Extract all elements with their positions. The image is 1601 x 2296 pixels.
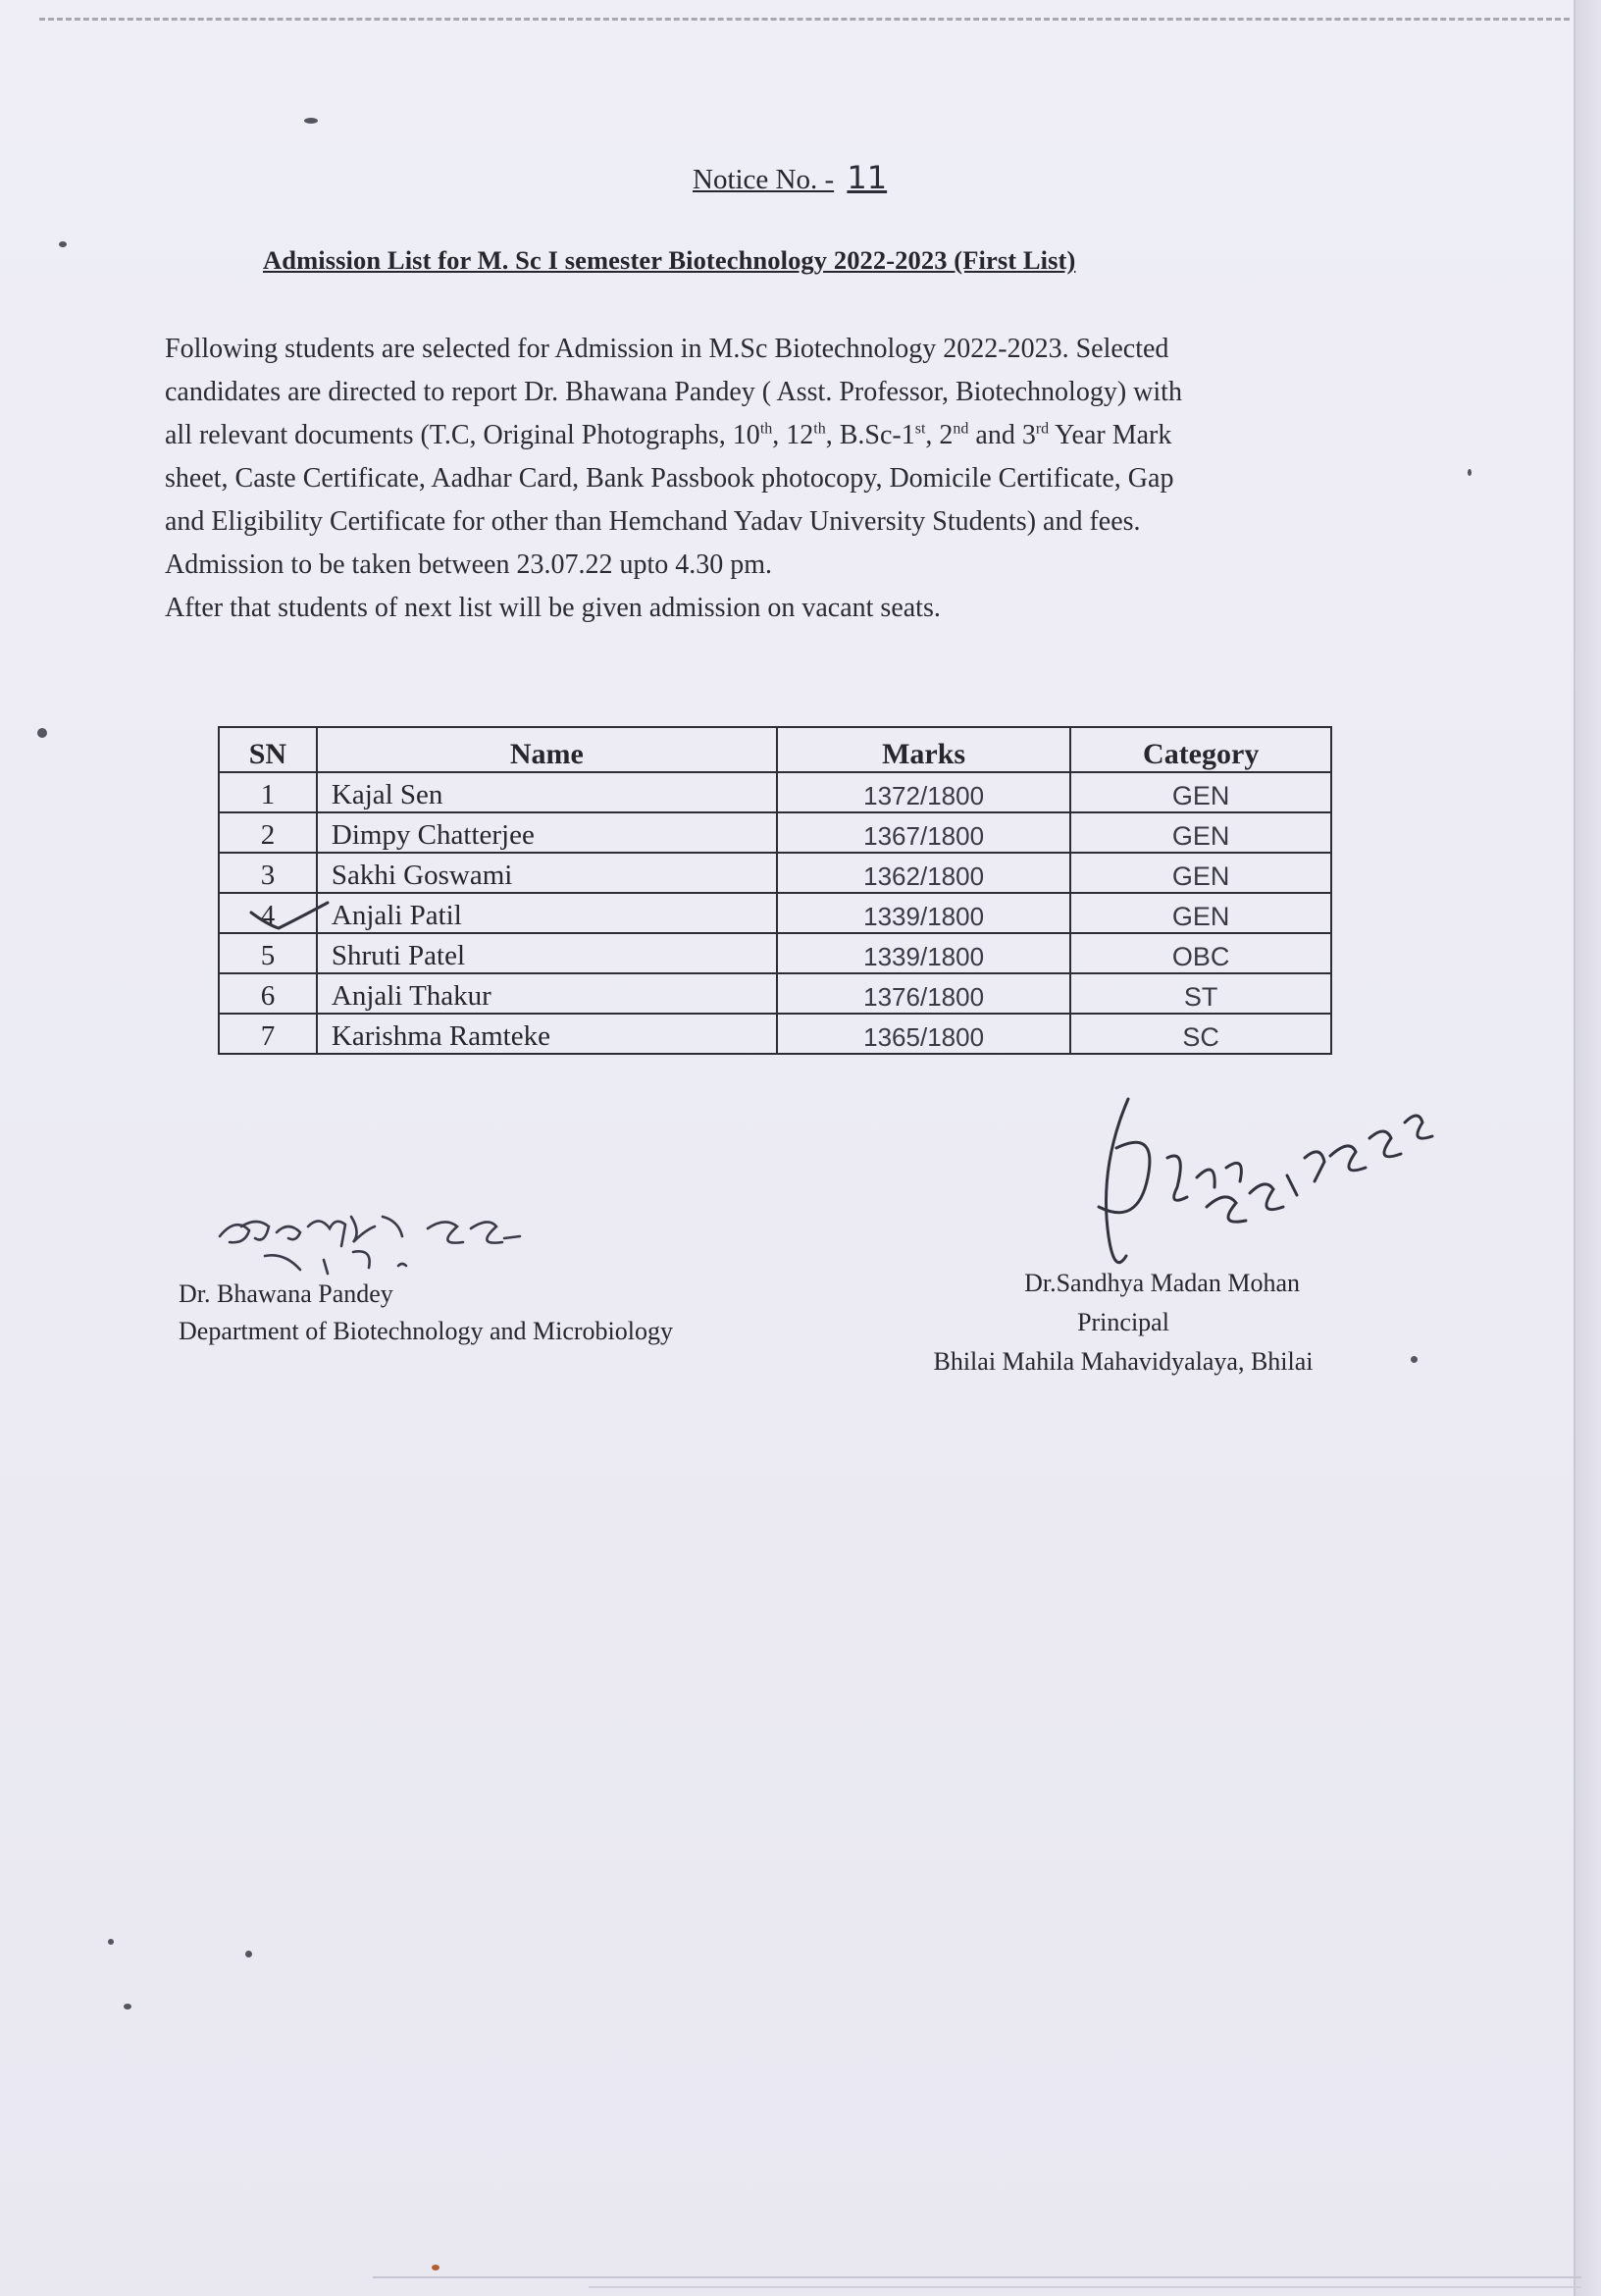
signature-right <box>1040 1060 1452 1285</box>
paragraph-fragment: , 12 <box>772 420 814 450</box>
cell-sn: 1 <box>219 772 317 812</box>
table-row <box>219 1014 1331 1054</box>
cell-name: Sakhi Goswami <box>317 853 777 893</box>
cell-category: SC <box>1070 1014 1331 1054</box>
paragraph-line: candidates are directed to report Dr. Bhawana Pandey ( Asst. Professor, Biotechnology) with <box>165 377 1182 407</box>
signatory-right-institution: Bhilai Mahila Mahavidyalaya, Bhilai <box>933 1347 1314 1376</box>
table-row <box>219 772 1331 812</box>
cell-category: OBC <box>1070 933 1331 973</box>
paragraph-fragment: Year Mark <box>1049 420 1172 450</box>
superscript: rd <box>1035 420 1050 438</box>
cell-category: GEN <box>1070 772 1331 812</box>
table-row <box>219 973 1331 1014</box>
superscript: nd <box>953 420 969 438</box>
cell-name: Shruti Patel <box>317 933 777 973</box>
table-header-row <box>219 727 1331 772</box>
notice-number <box>693 159 887 196</box>
signatory-left <box>179 1276 673 1350</box>
cell-marks: 1339/1800 <box>777 933 1071 973</box>
paragraph-line <box>165 414 1376 457</box>
header-marks: Marks <box>777 727 1071 772</box>
paragraph-line: After that students of next list will be given admission on vacant seats. <box>165 593 941 623</box>
paragraph-fragment: , 2 <box>925 420 954 450</box>
cell-marks: 1365/1800 <box>777 1014 1071 1054</box>
paragraph-line: Admission to be taken between 23.07.22 upto 4.30 pm. <box>165 549 773 580</box>
signatory-left-name: Dr. Bhawana Pandey <box>179 1279 393 1308</box>
table-row <box>219 812 1331 853</box>
document-title: Admission List for M. Sc I semester Biotechnology 2022-2023 (First List) <box>263 245 1076 275</box>
scan-artifact-line <box>39 18 1570 21</box>
header-category: Category <box>1070 727 1331 772</box>
cell-name: Anjali Patil <box>317 893 777 933</box>
signatory-right <box>888 1264 1359 1382</box>
cell-sn: 7 <box>219 1014 317 1054</box>
signatory-left-department: Department of Biotechnology and Microbiology <box>179 1317 674 1345</box>
notice-label: Notice No. - <box>693 164 835 195</box>
cell-category: GEN <box>1070 853 1331 893</box>
cell-marks: 1376/1800 <box>777 973 1071 1014</box>
page-edge-right <box>1574 0 1601 2296</box>
cell-marks: 1367/1800 <box>777 812 1071 853</box>
scan-speck <box>304 118 318 124</box>
paragraph-fragment: and 3 <box>968 420 1036 450</box>
table-row <box>219 893 1331 933</box>
superscript: st <box>914 420 926 438</box>
table-row <box>219 933 1331 973</box>
header-sn: SN <box>219 727 317 772</box>
superscript: th <box>759 420 773 438</box>
notice-number-value: 11 <box>847 159 888 196</box>
cell-sn: 5 <box>219 933 317 973</box>
scan-speck <box>124 2004 131 2009</box>
cell-marks: 1339/1800 <box>777 893 1071 933</box>
handwritten-tick-mark <box>245 899 334 938</box>
scan-speck <box>245 1951 252 1957</box>
header-name: Name <box>317 727 777 772</box>
page-edge-bottom-2 <box>589 2286 1581 2288</box>
page-edge-bottom <box>373 2276 1581 2278</box>
cell-sn: 6 <box>219 973 317 1014</box>
cell-category: GEN <box>1070 893 1331 933</box>
paragraph-line: Following students are selected for Admission in M.Sc Biotechnology 2022-2023. Selected <box>165 334 1169 364</box>
scan-speck <box>1468 469 1472 476</box>
scan-speck <box>37 728 47 738</box>
cell-sn: 3 <box>219 853 317 893</box>
paragraph-line: and Eligibility Certificate for other than Hemchand Yadav University Students) and fees. <box>165 506 1141 537</box>
paragraph-fragment: , B.Sc-1 <box>825 420 915 450</box>
cell-sn: 4 <box>219 893 317 933</box>
signatory-right-name: Dr.Sandhya Madan Mohan <box>1024 1269 1300 1297</box>
paragraph-fragment: all relevant documents (T.C, Original Photographs, 10 <box>165 420 760 450</box>
scan-speck <box>432 2265 439 2270</box>
table-row <box>219 853 1331 893</box>
cell-name: Anjali Thakur <box>317 973 777 1014</box>
scan-speck <box>59 241 67 247</box>
cell-name: Dimpy Chatterjee <box>317 812 777 853</box>
cell-category: GEN <box>1070 812 1331 853</box>
signatory-right-designation: Principal <box>1077 1308 1169 1336</box>
instructions-paragraph <box>165 328 1376 630</box>
admission-table <box>218 726 1332 1055</box>
signature-left <box>206 1187 530 1285</box>
cell-marks: 1372/1800 <box>777 772 1071 812</box>
cell-category: ST <box>1070 973 1331 1014</box>
superscript: th <box>813 420 826 438</box>
paragraph-line: sheet, Caste Certificate, Aadhar Card, Bank Passbook photocopy, Domicile Certificate, Gap <box>165 463 1174 494</box>
cell-name: Karishma Ramteke <box>317 1014 777 1054</box>
cell-name: Kajal Sen <box>317 772 777 812</box>
cell-marks: 1362/1800 <box>777 853 1071 893</box>
scan-speck <box>108 1939 114 1945</box>
cell-sn: 2 <box>219 812 317 853</box>
scan-speck <box>1411 1356 1418 1363</box>
